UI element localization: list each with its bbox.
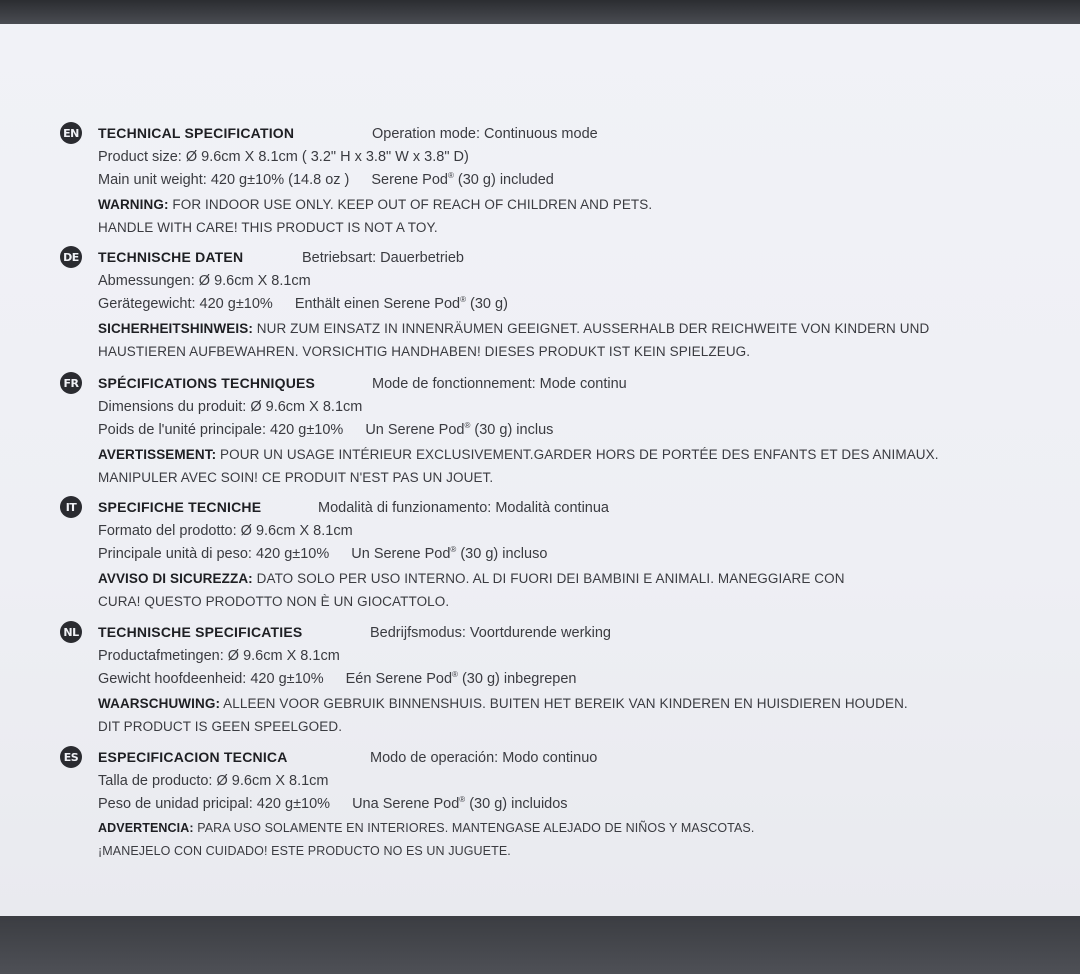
warning-line: AVVISO DI SICUREZZA: DATO SOLO PER USO INTERNO. AL DI FUORI DEI BAMBINI E ANIMALI. MANEGGIARE CON [98,570,845,586]
unit-weight: Gerätegewicht: 420 g±10% [98,296,273,312]
section-title: TECHNICAL SPECIFICATION [98,125,295,141]
warning-line: WARNING: FOR INDOOR USE ONLY. KEEP OUT OF REACH OF CHILDREN AND PETS. [98,196,653,212]
warning-line-2: HAUSTIEREN AUFBEWAHREN. VORSICHTIG HANDHABEN! DIESES PRODUKT IST KEIN SPIELZEUG. [98,344,751,359]
section-title: ESPECIFICACION TECNICA [98,749,288,765]
warning-line-2: CURA! QUESTO PRODOTTO NON È UN GIOCATTOLO. [98,594,450,609]
pod-info: Un Serene Pod® (30 g) inclus [365,421,554,438]
bottom-edge-band [0,916,1080,974]
product-size: Productafmetingen: Ø 9.6cm X 8.1cm [98,647,340,664]
warning-line: AVERTISSEMENT: POUR UN USAGE INTÉRIEUR EXCLUSIVEMENT.GARDER HORS DE PORTÉE DES ENFANTS ET DES ANIMAUX. [98,446,939,462]
warning-line: ADVERTENCIA: PARA USO SOLAMENTE EN INTERIORES. MANTENGASE ALEJADO DE NIÑOS Y MASCOTAS. [98,820,755,835]
operation-mode: Operation mode: Continuous mode [372,126,598,142]
product-size: Dimensions du produit: Ø 9.6cm X 8.1cm [98,398,363,415]
warning-line-2: HANDLE WITH CARE! THIS PRODUCT IS NOT A TOY. [98,220,438,235]
language-badge: EN [60,122,82,144]
unit-weight: Principale unità di peso: 420 g±10% [98,546,330,562]
language-badge: IT [60,496,82,518]
pod-info: Enthält einen Serene Pod® (30 g) [294,295,508,312]
language-badge: FR [60,372,82,394]
section-title: TECHNISCHE SPECIFICATIES [98,624,303,640]
unit-weight: Main unit weight: 420 g±10% (14.8 oz ) [98,172,350,188]
product-size: Talla de producto: Ø 9.6cm X 8.1cm [98,772,329,789]
operation-mode: Modalità di funzionamento: Modalità continua [318,500,609,516]
warning-line-2: MANIPULER AVEC SOIN! CE PRODUIT N'EST PAS UN JOUET. [98,470,494,485]
pod-info: Un Serene Pod® (30 g) incluso [351,545,548,562]
language-badge: ES [60,746,82,768]
operation-mode: Modo de operación: Modo continuo [370,750,598,766]
section-title: SPÉCIFICATIONS TECHNIQUES [98,375,316,391]
operation-mode: Mode de fonctionnement: Mode continu [372,376,627,392]
section-title: TECHNISCHE DATEN [98,249,244,265]
pod-info: Eén Serene Pod® (30 g) inbegrepen [345,670,577,687]
warning-line: SICHERHEITSHINWEIS: NUR ZUM EINSATZ IN INNENRÄUMEN GEEIGNET. AUSSERHALB DER REICHWEITE VON KINDERN UND [98,320,930,336]
top-edge-band [0,0,1080,24]
product-size: Abmessungen: Ø 9.6cm X 8.1cm [98,272,311,289]
language-badge: DE [60,246,82,268]
operation-mode: Bedrijfsmodus: Voortdurende werking [370,625,611,641]
unit-weight: Peso de unidad pricipal: 420 g±10% [98,796,331,812]
warning-line: WAARSCHUWING: ALLEEN VOOR GEBRUIK BINNENSHUIS. BUITEN HET BEREIK VAN KINDEREN EN HUISDIEREN HOUDEN. [98,695,908,711]
warning-line-2: DIT PRODUCT IS GEEN SPEELGOED. [98,719,343,734]
operation-mode: Betriebsart: Dauerbetrieb [302,250,464,266]
section-title: SPECIFICHE TECNICHE [98,499,262,515]
warning-line-2: ¡MANEJELO CON CUIDADO! ESTE PRODUCTO NO ES UN JUGUETE. [98,844,511,858]
product-size: Formato del prodotto: Ø 9.6cm X 8.1cm [98,522,353,539]
language-badge: NL [60,621,82,643]
unit-weight: Poids de l'unité principale: 420 g±10% [98,422,344,438]
pod-info: Una Serene Pod® (30 g) incluidos [352,795,568,812]
pod-info: Serene Pod® (30 g) included [371,171,554,188]
unit-weight: Gewicht hoofdeenheid: 420 g±10% [98,671,324,687]
product-size: Product size: Ø 9.6cm X 8.1cm ( 3.2" H x 3.8" W x 3.8" D) [98,148,469,165]
